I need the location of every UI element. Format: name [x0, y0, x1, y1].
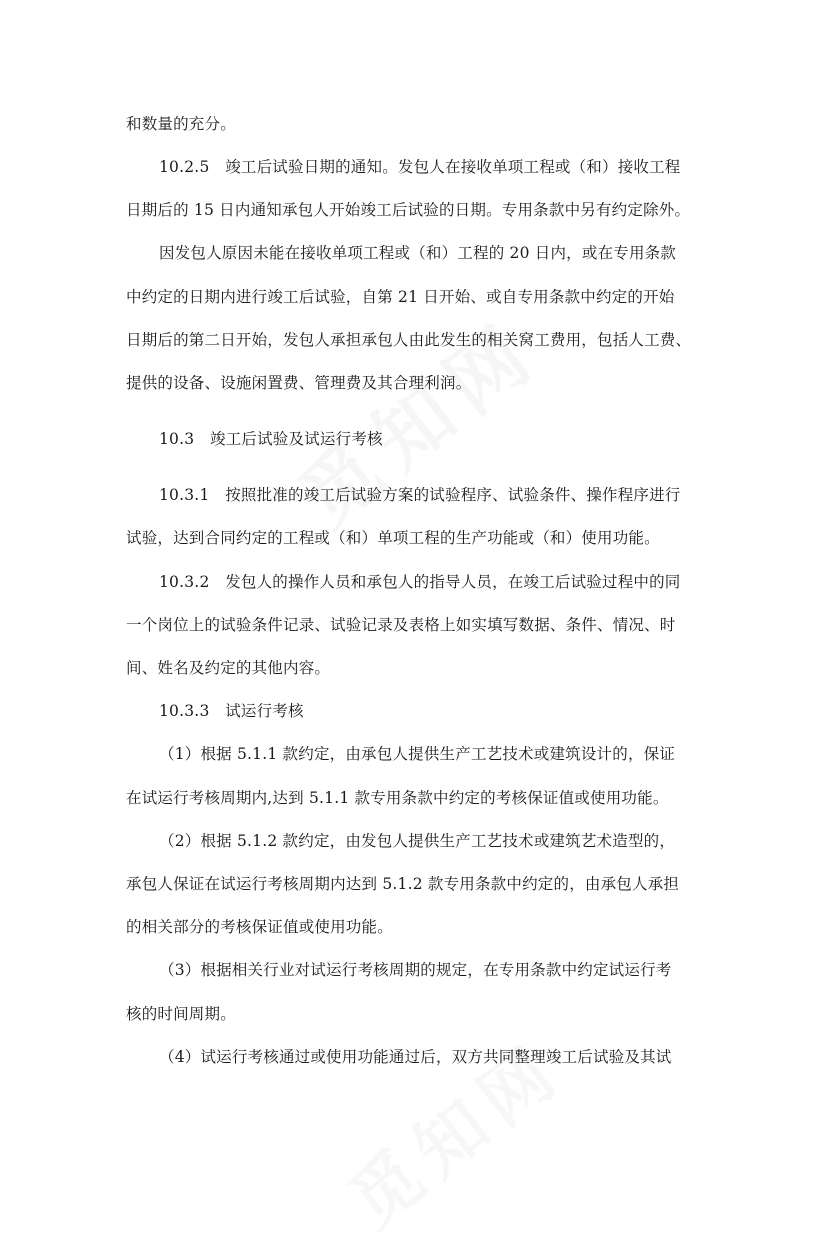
- text-line: 10.2.5 竣工后试验日期的通知。发包人在接收单项工程或（和）接收工程: [159, 158, 681, 176]
- text-line: 间、姓名及约定的其他内容。: [126, 659, 331, 677]
- text-line: 中约定的日期内进行竣工后试验，自第 21 日开始、或自专用条款中约定的开始: [126, 288, 675, 306]
- text-line: 和数量的充分。: [126, 115, 236, 133]
- text-line: （4）试运行考核通过或使用功能通过后，双方共同整理竣工后试验及其试: [159, 1048, 672, 1066]
- text-line: 试验，达到合同约定的工程或（和）单项工程的生产功能或（和）使用功能。: [126, 529, 660, 547]
- section-heading: 10.3 竣工后试验及试运行考核: [159, 430, 383, 448]
- text-line: 10.3.1 按照批准的竣工后试验方案的试验程序、试验条件、操作程序进行: [159, 486, 681, 504]
- text-line: 一个岗位上的试验条件记录、试验记录及表格上如实填写数据、条件、情况、时: [126, 616, 676, 634]
- text-line: （3）根据相关行业对试运行考核周期的规定，在专用条款中约定试运行考: [159, 961, 672, 979]
- text-line: 日期后的第二日开始，发包人承担承包人由此发生的相关窝工费用，包括人工费、: [126, 331, 692, 349]
- subsection-heading: 10.3.3 试运行考核: [159, 702, 304, 720]
- text-line: 在试运行考核周期内,达到 5.1.1 款专用条款中约定的考核保证值或使用功能。: [126, 789, 669, 807]
- text-line: 核的时间周期。: [126, 1005, 236, 1023]
- text-line: 的相关部分的考核保证值或使用功能。: [126, 918, 393, 936]
- text-line: （1）根据 5.1.1 款约定，由承包人提供生产工艺技术或建筑设计的，保证: [159, 745, 676, 763]
- text-line: 10.3.2 发包人的操作人员和承包人的指导人员，在竣工后试验过程中的同: [159, 573, 681, 591]
- text-line: 因发包人原因未能在接收单项工程或（和）工程的 20 日内，或在专用条款: [159, 244, 677, 262]
- text-line: 提供的设备、设施闲置费、管理费及其合理利润。: [126, 374, 472, 392]
- text-line: 日期后的 15 日内通知承包人开始竣工后试验的日期。专用条款中另有约定除外。: [126, 201, 691, 219]
- text-line: （2）根据 5.1.2 款约定，由发包人提供生产工艺技术或建筑艺术造型的，: [159, 832, 676, 850]
- text-line: 承包人保证在试运行考核周期内达到 5.1.2 款专用条款中约定的，由承包人承担: [126, 875, 680, 893]
